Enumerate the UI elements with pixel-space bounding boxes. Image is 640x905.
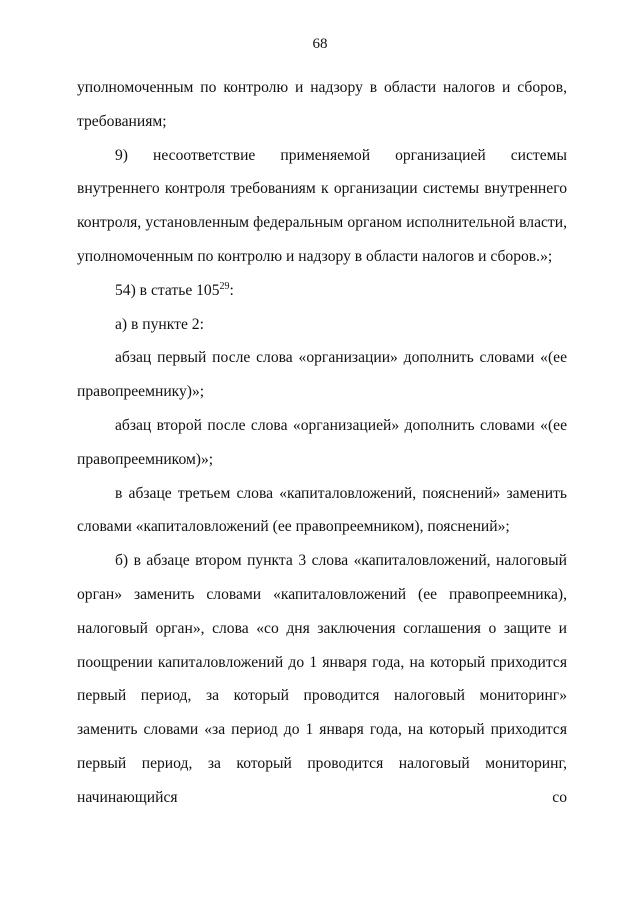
paragraph-first-abzac: абзац первый после слова «организации» дополнить словами «(ее правопреемнику)»;: [77, 349, 567, 401]
page-number: 68: [312, 36, 328, 52]
paragraph-second-abzac: абзац второй после слова «организацией» дополнить словами «(ее правопреемником)»;: [77, 416, 567, 468]
paragraph-item-54: [77, 274, 567, 308]
paragraph-subitem-b: б) в абзаце втором пункта 3 слова «капиталовложений, налоговый орган» заменить словами «капиталовложений (ее правопреемника), налоговый орган», слова «со дня заключения соглашения о защите и поощрении капиталовложений до 1 января года, на который приходится первый период, за который проводится налоговый мониторинг» заменить словами «за период до 1 января года, на который приходится первый период, за который проводится налоговый мониторинг, начинающийся со: [77, 552, 567, 806]
paragraph-third-abzac: в абзаце третьем слова «капиталовложений, пояснений» заменить словами «капиталовложений (ее правопреемником), пояснений»;: [77, 484, 567, 536]
paragraph-continuation: уполномоченным по контролю и надзору в области налогов и сборов, требованиям;: [77, 79, 567, 130]
item-54-colon: :: [229, 281, 234, 299]
paragraph-subitem-a: а) в пункте 2:: [115, 315, 204, 333]
item-54-superscript: 29: [219, 280, 230, 292]
document-body: [77, 71, 567, 815]
item-54-text: 54) в статье 105: [115, 281, 220, 299]
paragraph-item-9: 9) несоответствие применяемой организацией системы внутреннего контроля требованиям к организации системы внутреннего контроля, установленным федеральным органом исполнительной власти, уполномоченным по контролю и надзору в области налогов и сборов.»;: [77, 146, 567, 265]
